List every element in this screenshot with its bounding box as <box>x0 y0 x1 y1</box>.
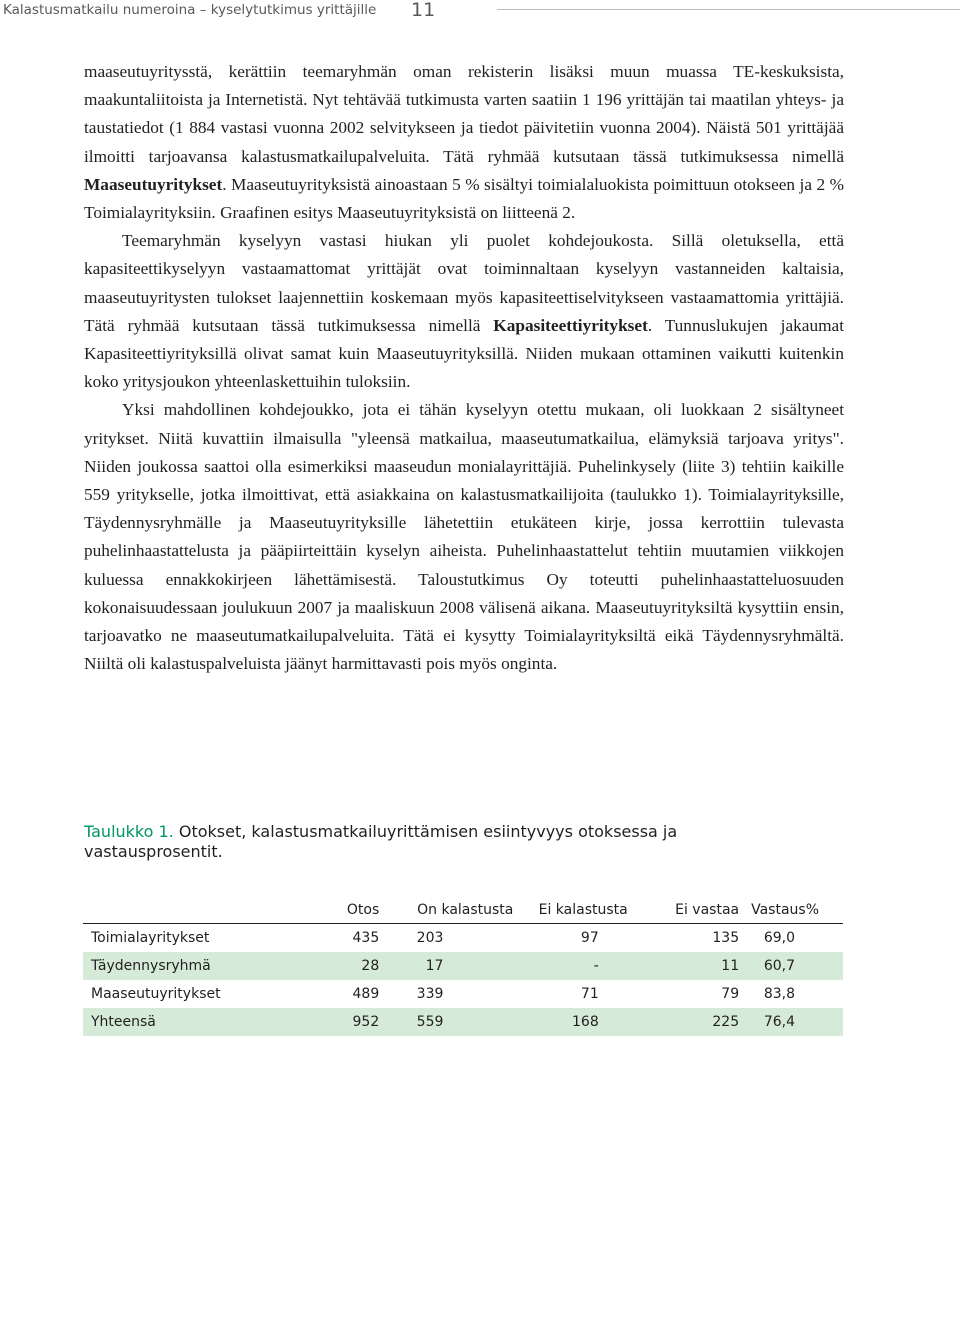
table-cell: 97 <box>580 930 599 946</box>
table-cell: 79 <box>721 986 740 1002</box>
table-cell: 339 <box>416 986 444 1002</box>
table-header-cell: Otos <box>294 896 395 924</box>
table-cell: Maaseutuyritykset <box>91 986 221 1002</box>
table-cell: Yhteensä <box>83 1008 294 1036</box>
table-cell: 168 <box>513 1008 627 1036</box>
table-cell: 60,7 <box>739 952 843 980</box>
p2-text-a: Teemaryhmän kyselyyn vastasi hiukan yli puolet kohdejoukosta. Sillä oletuksella, että kapasiteettikyselyyn vastaamattomat yrittäjät ovat toiminnaltaan kyselyyn vastanneiden kaltaisia, maaseutuyritysten tulokset laajennettiin koskemaan myös kapasiteettiselvitykseen vastaamattomia yrittäjiä. Tätä ryhmää kutsutaan tässä tutkimuksessa nimellä <box>84 231 844 335</box>
table-caption-label: Taulukko 1. <box>84 822 174 841</box>
table-header-cell: Vastaus% <box>739 896 843 924</box>
table-cell: 225 <box>628 1008 739 1036</box>
table-cell: 17 <box>395 952 513 980</box>
table-cell: 71 <box>580 986 599 1002</box>
table-caption-text: Otokset, kalastusmatkailuyrittämisen esiintyvyys otoksessa ja vastausprosentit. <box>84 822 678 861</box>
page-number: 11 <box>411 0 436 21</box>
running-title: Kalastusmatkailu numeroina – kyselytutkimus yrittäjille <box>3 2 377 18</box>
table-caption <box>84 822 784 862</box>
paragraph-1 <box>84 58 844 227</box>
table-cell: Toimialayritykset <box>91 930 210 946</box>
p1-bold-term: Maaseutuyritykset <box>84 174 223 194</box>
table-row <box>83 952 843 980</box>
table-cell: 135 <box>712 930 740 946</box>
table-row <box>83 1008 843 1036</box>
table-header-cell: Ei vastaa <box>628 896 739 924</box>
p2-text-b: . Tunnuslukujen jakaumat Kapasiteettiyrityksillä olivat samat kuin Maaseutuyrityksillä. Niiden mukaan ottaminen vaikutti kuitenkin koko yritysjoukon yhteenlaskettuihin tuloksiin. <box>84 315 844 392</box>
table-header-cell <box>83 896 294 924</box>
table-cell: 489 <box>352 986 380 1002</box>
table-cell: Täydennysryhmä <box>83 952 294 980</box>
table-cell: 203 <box>416 930 444 946</box>
table-header-cell: On kalastusta <box>395 896 513 924</box>
paragraph-2 <box>84 227 844 396</box>
table-cell: 435 <box>352 930 380 946</box>
p1-text-a: maaseutuyritysstä, kerättiin teemaryhmän oman rekisterin lisäksi muun muassa TE-keskuksista, maakuntaliitoista ja Internetistä. Nyt tehtävää tutkimusta varten saatiin 1 196 yrittäjän tai maatilan yhteys- ja taustatiedot (1 884 vastasi vuonna 2002 selvitykseen ja tiedot päivitetiin vuonna 2004). Näistä 501 yrittäjää ilmoitti tarjoavansa kalastusmatkailupalveluita. Tätä ryhmää kutsutaan tässä tutkimuksessa nimellä <box>84 62 844 166</box>
table-cell: 83,8 <box>763 986 795 1002</box>
table-cell: 28 <box>294 952 395 980</box>
table-cell: 559 <box>395 1008 513 1036</box>
table-cell: 69,0 <box>763 930 795 946</box>
header-rule <box>497 9 960 10</box>
table-cell: - <box>513 952 627 980</box>
paragraph-3: Yksi mahdollinen kohdejoukko, jota ei tähän kyselyyn otettu mukaan, oli luokkaan 2 sisältyneet yritykset. Niitä kuvattiin ilmaisulla "yleensä matkailua, maaseutumatkailua, elämyksiä tarjoava yritys". Niiden joukossa saattoi olla esimerkiksi maaseudun monialayrittäjiä. Puhelinkysely (liite 3) tehtiin kaikille 559 yritykselle, jotka ilmoittivat, että asiakkaina on kalastusmatkailijoita (taulukko 1). Toimialayrityksille, Täydennysryhmälle ja Maaseutuyrityksille lähetettiin etukäteen kirje, jossa kerrottiin tulevasta puhelinhaastattelusta ja pääpiirteittäin kyselyn aiheista. Puhelinhaastattelut tehtiin muutamien viikkojen kuluessa ennakkokirjeen lähettämisestä. Taloustutkimus Oy toteutti puhelinhaastatteluosuuden kokonaisuudessaan joulukuun 2007 ja maaliskuun 2008 välisenä aikana. Maaseutuyrityksiltä kysyttiin ensin, tarjoavatko ne maaseutumatkailupalveluita. Tätä ei kysytty Toimialayrityksiltä eikä Täydennysryhmältä. Niiltä oli kalastuspalveluista jäänyt harmittavasti pois myös onginta. <box>84 400 844 674</box>
table-cell: 952 <box>294 1008 395 1036</box>
p1-text-b: . Maaseutuyrityksistä ainoastaan 5 % sisältyi toimialaluokista poimittuun otokseen ja 2 % Toimialayrityksiin. Graafinen esitys Maaseutuyrityksistä on liitteenä 2. <box>84 174 844 223</box>
p2-bold-term: Kapasiteettiyritykset <box>493 315 648 335</box>
table-header-cell: Ei kalastusta <box>513 896 627 924</box>
body-text <box>84 58 844 678</box>
page-header <box>0 0 960 24</box>
table-row <box>83 924 843 953</box>
data-table <box>83 896 843 1036</box>
table-header-row <box>83 896 843 924</box>
table-cell: 11 <box>628 952 739 980</box>
table-row <box>83 980 843 1008</box>
table-cell: 76,4 <box>739 1008 843 1036</box>
